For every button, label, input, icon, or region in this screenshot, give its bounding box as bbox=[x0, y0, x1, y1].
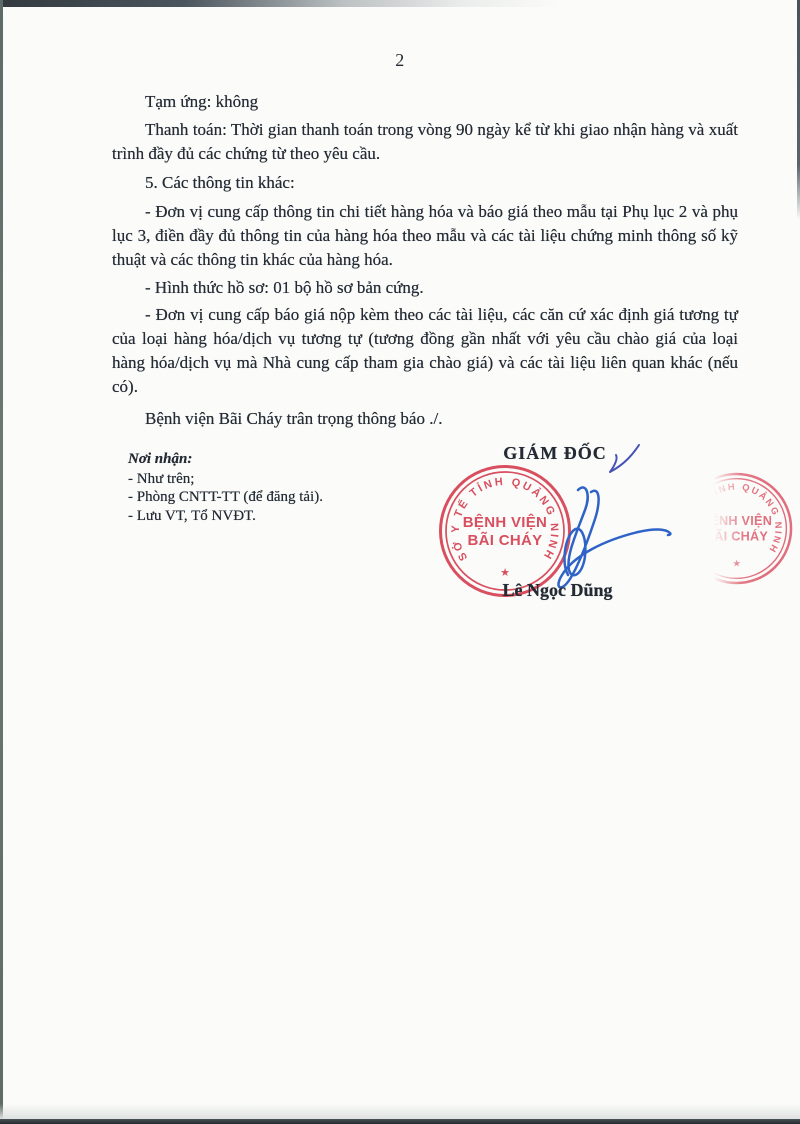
edge-seal-star-icon: ★ bbox=[732, 559, 741, 570]
edge-seal-center-line2: BÃI CHÁY bbox=[704, 529, 769, 544]
paragraph-payment: Thanh toán: Thời gian thanh toán trong vòng 90 ngày kể từ khi giao nhận hàng và xuất trình đầy đủ các chứng từ theo yêu cầu. bbox=[112, 119, 738, 163]
recipients-block bbox=[128, 450, 388, 525]
signature-title: GIÁM ĐỐC bbox=[503, 443, 607, 463]
scan-edge-top bbox=[0, 0, 660, 7]
scan-edge-bottom-line bbox=[0, 1119, 800, 1124]
edge-seal-ring-text: SỞ Y TẾ TỈNH QUẢNG NINH bbox=[689, 481, 784, 556]
scan-edge-bottom-band bbox=[0, 1104, 800, 1119]
seal-star-icon: ★ bbox=[500, 567, 510, 579]
paragraph-closing: Bệnh viện Bãi Cháy trân trọng thông báo ./. bbox=[145, 408, 443, 428]
recipients-title: Nơi nhận: bbox=[128, 451, 193, 467]
page-number: 2 bbox=[395, 50, 405, 70]
seal-center-line2: BÃI CHÁY bbox=[467, 532, 543, 549]
seal-center-line1: BỆNH VIỆN bbox=[462, 514, 548, 531]
recipient-line: - Như trên; bbox=[128, 471, 195, 488]
paragraph-dossier-format: - Hình thức hồ sơ: 01 bộ hồ sơ bản cứng. bbox=[145, 277, 424, 297]
edge-seal-center-line1: BỆNH VIỆN bbox=[700, 514, 773, 529]
document-body bbox=[112, 90, 738, 434]
paragraph-quote-attachments: - Đơn vị cung cấp báo giá nộp kèm theo các tài liệu, các căn cứ xác định giá tương tự của loại hàng hóa/dịch vụ tương tự (tương đồng gần nhất với yêu cầu chào giá của loại hàng hóa/dịch vụ mà Nhà cung cấp tham gia chào giá) và các tài liệu liên quan khác (nếu có). bbox=[112, 305, 738, 396]
signer-name: Lê Ngọc Dũng bbox=[502, 580, 613, 600]
recipient-line: - Phòng CNTT-TT (để đăng tải). bbox=[128, 489, 323, 506]
pen-flourish-icon bbox=[596, 440, 646, 482]
seal-ring-text: SỞ Y TẾ TỈNH QUẢNG NINH bbox=[449, 475, 561, 563]
paragraph-advance: Tạm ứng: không bbox=[145, 92, 259, 111]
recipient-line: - Lưu VT, Tổ NVĐT. bbox=[128, 507, 256, 524]
scan-edge-left bbox=[0, 0, 3, 1124]
paragraph-info-detail: - Đơn vị cung cấp thông tin chi tiết hàng hóa và báo giá theo mẫu tại Phụ lục 2 và phụ lục 3, điền đầy đủ thông tin của hàng hóa theo mẫu và các tài liệu chứng minh thông số kỹ thuật và các thông tin khác của hàng hóa. bbox=[112, 202, 738, 269]
paragraph-section-5-heading: 5. Các thông tin khác: bbox=[145, 173, 295, 193]
